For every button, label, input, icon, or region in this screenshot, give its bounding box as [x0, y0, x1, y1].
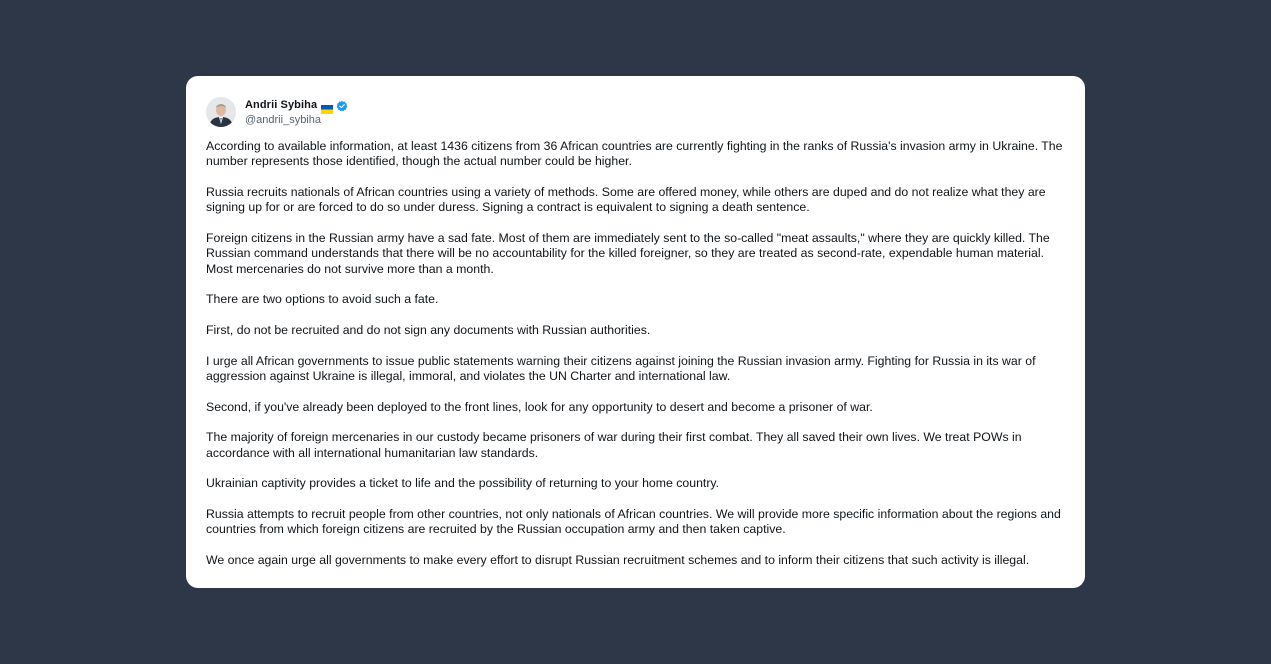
tweet-paragraph: We once again urge all governments to make every effort to disrupt Russian recruitment schemes and to inform their citizens that such activity is illegal.	[206, 552, 1030, 567]
tweet-text	[206, 139, 1065, 568]
tweet-paragraph: I urge all African governments to issue public statements warning their citizens against joining the Russian invasion army. Fighting for Russia in its war of aggression against Ukraine is illegal, immoral, and violates the UN Charter and international law.	[206, 353, 1036, 383]
tweet-paragraph: According to available information, at least 1436 citizens from 36 African countries are currently fighting in the ranks of Russia's invasion army in Ukraine. The number represents those identified, though the actual number could be higher.	[206, 139, 1063, 169]
tweet-card	[186, 76, 1085, 588]
tweet-paragraph: Russia attempts to recruit people from other countries, not only nationals of African countries. We will provide more specific information about the regions and countries from which foreign citizens are recruited by the Russian occupation army and then taken captive.	[206, 506, 1061, 537]
tweet-paragraph: The majority of foreign mercenaries in our custody became prisoners of war during their first combat. They all saved their own lives. We treat POWs in accordance with all international humanitarian law standards.	[206, 430, 1022, 460]
tweet-header	[206, 96, 1065, 128]
author-name[interactable]: Andrii Sybiha	[245, 99, 318, 111]
avatar[interactable]	[206, 97, 236, 127]
verified-badge-icon	[336, 99, 348, 111]
tweet-paragraph: Ukrainian captivity provides a ticket to life and the possibility of returning to your home country.	[206, 476, 720, 491]
author-handle[interactable]: @andrii_sybiha	[245, 113, 321, 126]
tweet-paragraph: Second, if you've already been deployed to the front lines, look for any opportunity to desert and become a prisoner of war.	[206, 399, 873, 414]
name-row	[245, 98, 348, 113]
person-icon	[206, 97, 236, 127]
tweet-paragraph: There are two options to avoid such a fate.	[206, 292, 439, 307]
tweet-paragraph: Russia recruits nationals of African countries using a variety of methods. Some are offered money, while others are duped and do not realize what they are signing up for or are forced to do so under duress. Signing a contract is equivalent to signing a death sentence.	[206, 185, 1046, 215]
author-info	[245, 98, 348, 127]
ukraine-flag-icon	[321, 101, 333, 110]
tweet-paragraph: First, do not be recruited and do not sign any documents with Russian authorities.	[206, 323, 651, 337]
tweet-paragraph: Foreign citizens in the Russian army have a sad fate. Most of them are immediately sent to the so-called "meat assaults," where they are quickly killed. The Russian command understands that there will be no accountability for the killed foreigner, so they are treated as second-rate, expendable human material. Most mercenaries do not survive more than a month.	[206, 231, 1050, 276]
